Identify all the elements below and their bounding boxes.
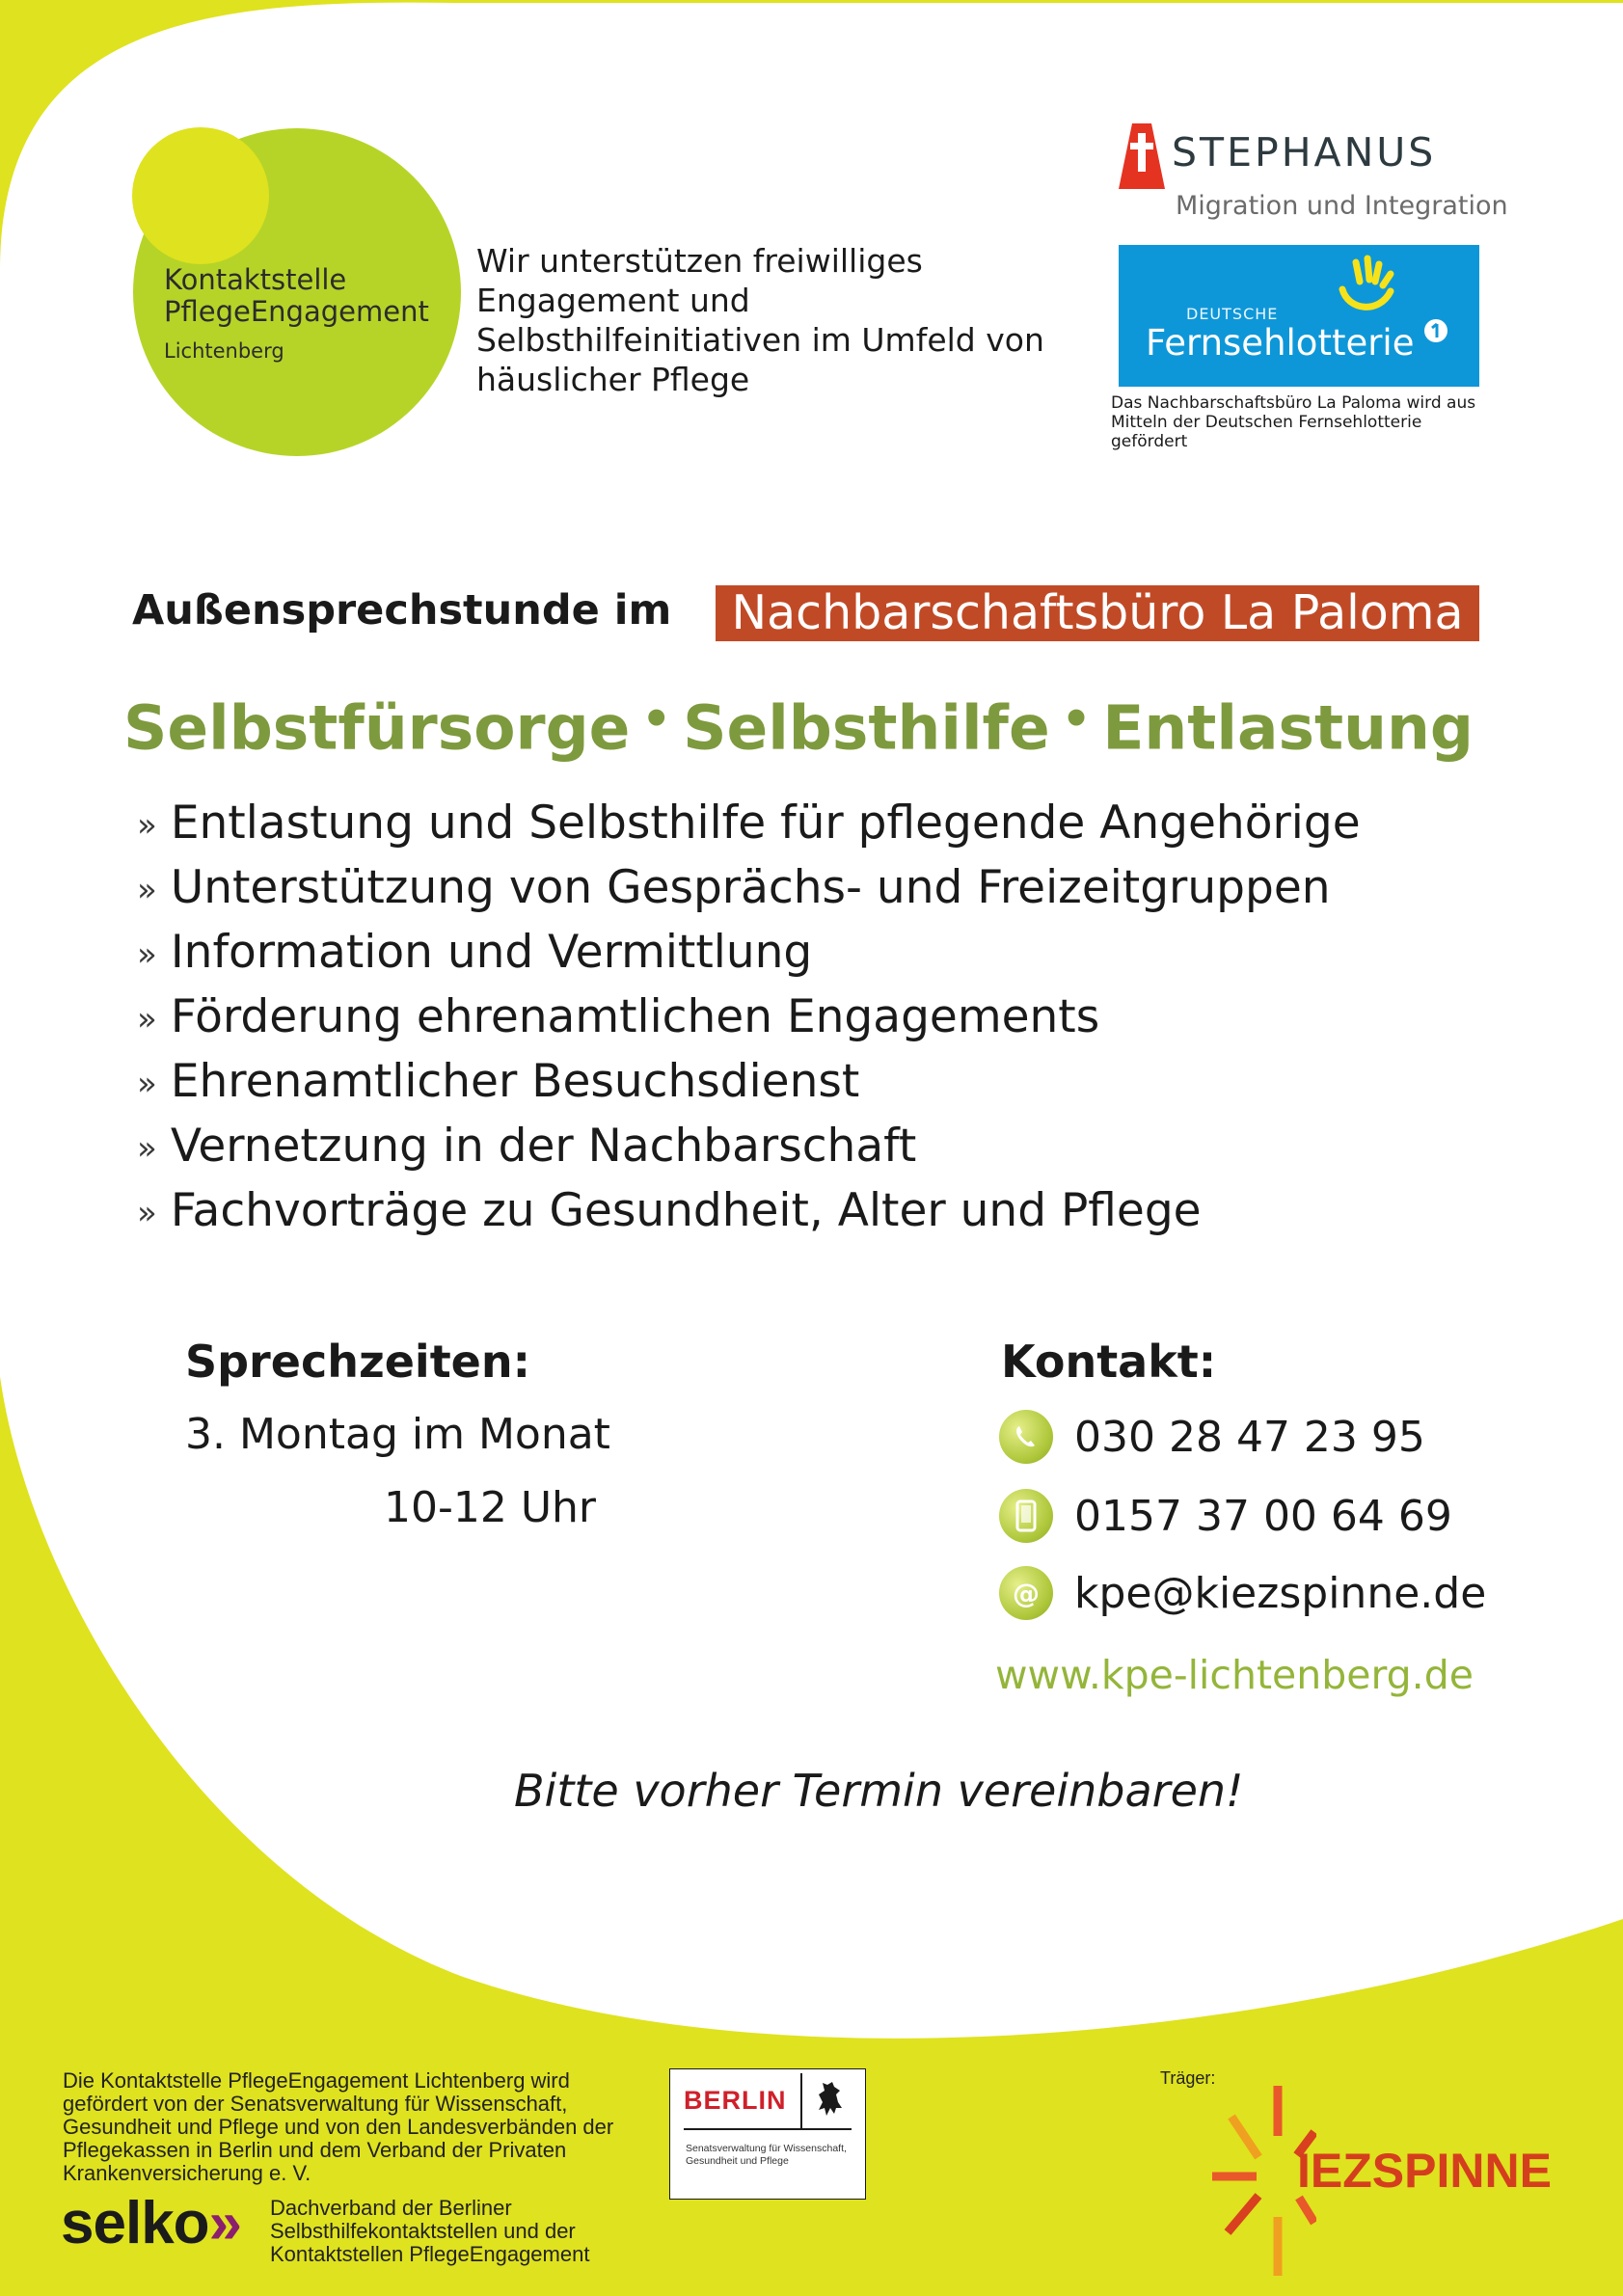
- berlin-divider: [800, 2073, 802, 2129]
- selko-name: selko: [61, 2190, 209, 2256]
- list-item-text: Information und Vermittlung: [170, 926, 813, 979]
- hours-day: 3. Montag im Monat: [185, 1410, 610, 1459]
- contact-email[interactable]: kpe@kiezspinne.de: [1074, 1568, 1487, 1618]
- guillemet-icon: »: [137, 1129, 157, 1168]
- tagline: Wir unterstützen freiwilliges Engagement und Selbsthilfeinitiativen im Umfeld von häuslicher Pflege: [476, 242, 1044, 398]
- at-icon: @: [999, 1566, 1053, 1620]
- stephanus-title: STEPHANUS: [1172, 129, 1437, 176]
- list-item: [137, 1178, 1361, 1243]
- list-item: [137, 1114, 1361, 1178]
- phone-icon: [999, 1410, 1053, 1464]
- hand-icon: [1335, 255, 1398, 316]
- heading-prefix: Außensprechstunde im: [132, 586, 672, 635]
- bullet-separator: •: [641, 692, 672, 746]
- fernsehlotterie-small: DEUTSCHE: [1186, 305, 1279, 323]
- list-item-text: Fachvorträge zu Gesundheit, Alter und Pflege: [170, 1184, 1202, 1237]
- fernsehlotterie-logo: [1119, 245, 1479, 387]
- stephanus-cross-icon: [1119, 123, 1165, 189]
- appointment-note: Bitte vorher Termin vereinbaren!: [514, 1765, 1244, 1817]
- guillemet-icon: »: [137, 871, 157, 909]
- website-link[interactable]: www.kpe-lichtenberg.de: [995, 1652, 1474, 1698]
- kpe-logo-district: Lichtenberg: [164, 339, 284, 363]
- contact-title: Kontakt:: [1001, 1336, 1217, 1388]
- contact-mobile[interactable]: 0157 37 00 64 69: [1074, 1491, 1452, 1541]
- contact-phone[interactable]: 030 28 47 23 95: [1074, 1412, 1425, 1462]
- guillemet-icon: »: [137, 1065, 157, 1103]
- fernsehlotterie-name: Fernsehlotterie: [1146, 322, 1415, 364]
- guillemet-icon: »: [137, 1000, 157, 1039]
- subheading: [123, 692, 1493, 763]
- funding-note: Die Kontaktstelle PflegeEngagement Lichtenberg wird gefördert von der Senatsverwaltung für Wissenschaft, Gesundheit und Pflege und von den Landesverbänden der Pflegekassen in Berlin und dem Verband der Privaten Krankenversicherung e. V.: [63, 2068, 614, 2185]
- contact-phone-row: [999, 1409, 1425, 1465]
- hours-time: 10-12 Uhr: [384, 1483, 597, 1532]
- list-item-text: Unterstützung von Gesprächs- und Freizeitgruppen: [170, 861, 1331, 914]
- list-item-text: Ehrenamtlicher Besuchsdienst: [170, 1055, 860, 1108]
- list-item: [137, 855, 1361, 920]
- list-item: [137, 791, 1361, 855]
- contact-mobile-row: [999, 1488, 1452, 1544]
- fernsehlotterie-note: Das Nachbarschaftsbüro La Paloma wird aus Mitteln der Deutschen Fernsehlotterie gefördert: [1111, 393, 1476, 451]
- guillemet-icon: »: [137, 1194, 157, 1232]
- berlin-rule: [684, 2128, 852, 2130]
- berlin-wordmark: BERLIN: [684, 2086, 787, 2115]
- subheading-item: Entlastung: [1102, 692, 1474, 764]
- stephanus-subtitle: Migration und Integration: [1176, 191, 1508, 221]
- ard-one-icon: [1423, 318, 1448, 343]
- subheading-item: Selbsthilfe: [683, 692, 1050, 764]
- subheading-item: Selbstfürsorge: [123, 692, 631, 764]
- kpe-logo-accent-circle: [132, 127, 269, 264]
- list-item-text: Förderung ehrenamtlichen Engagements: [170, 990, 1100, 1043]
- selko-logo: [61, 2189, 241, 2257]
- guillemet-icon: »: [137, 806, 157, 845]
- selko-quote-icon: »: [208, 2190, 242, 2256]
- list-item: [137, 1049, 1361, 1114]
- list-item-text: Vernetzung in der Nachbarschaft: [170, 1120, 917, 1173]
- kpe-logo-name: Kontaktstelle PflegeEngagement: [164, 263, 429, 328]
- list-item: [137, 985, 1361, 1049]
- mobile-icon: [999, 1489, 1053, 1543]
- contact-email-row: [999, 1565, 1486, 1621]
- kiezspinne-wordmark: IEZSPINNE: [1297, 2144, 1552, 2198]
- berlin-department: Senatsverwaltung für Wissenschaft, Gesundheit und Pflege: [686, 2143, 847, 2167]
- traeger-label: Träger:: [1160, 2068, 1216, 2088]
- selko-description: Dachverband der Berliner Selbsthilfekontaktstellen und der Kontaktstellen PflegeEngagement: [270, 2196, 590, 2266]
- list-item-text: Entlastung und Selbsthilfe für pflegende Angehörige: [170, 797, 1361, 850]
- berlin-bear-icon: [815, 2079, 844, 2118]
- services-list: [137, 791, 1361, 1243]
- heading-location: Nachbarschaftsbüro La Paloma: [716, 585, 1479, 641]
- guillemet-icon: »: [137, 935, 157, 974]
- bullet-separator: •: [1061, 692, 1092, 746]
- list-item: [137, 920, 1361, 985]
- hours-title: Sprechzeiten:: [185, 1336, 531, 1388]
